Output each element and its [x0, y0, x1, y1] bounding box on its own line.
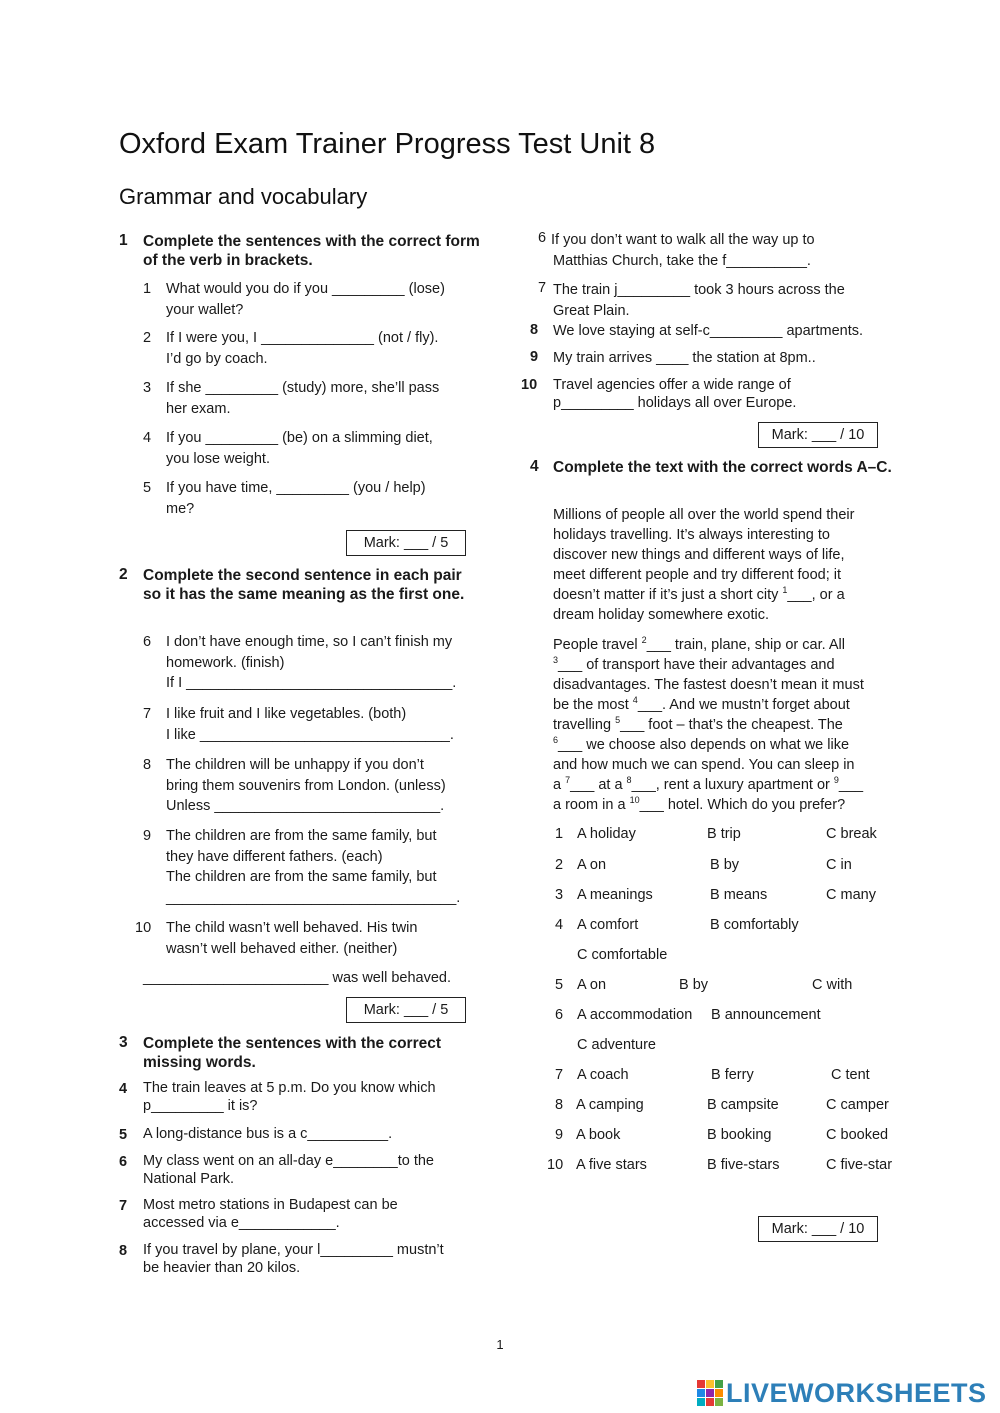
option-a: A five stars [576, 1157, 647, 1173]
q2-mark-box: Mark: ___ / 5 [346, 997, 466, 1023]
option-b: B by [679, 977, 709, 993]
q3-item-number: 9 [530, 349, 539, 365]
q2-item-number: 10 [135, 920, 152, 936]
q3-item-number: 8 [119, 1243, 128, 1259]
option-c: C booked [826, 1127, 889, 1143]
liveworksheets-wordmark: LIVEWORKSHEETS [726, 1377, 987, 1408]
q2-item-number: 6 [143, 634, 152, 650]
q2-number: 2 [119, 566, 128, 583]
option-number: 6 [555, 1007, 564, 1023]
option-b: B ferry [711, 1067, 754, 1083]
option-a: A coach [577, 1067, 629, 1083]
option-a: A holiday [577, 826, 636, 842]
q1-item-text: If you _________ (be) on a slimming diet, you lose weight. [166, 430, 433, 467]
q3-item-number: 6 [119, 1154, 128, 1170]
q2-answer-line: _______________________ was well behaved. [143, 970, 451, 986]
option-number: 5 [555, 977, 564, 993]
q2-item-text: I don’t have enough time, so I can’t finish my homework. (finish) If I _________________________________. [166, 634, 457, 691]
option-b: B by [710, 857, 740, 873]
q2-item-text: The children will be unhappy if you don’t bring them souvenirs from London. (unless) Unless ____________________________. [166, 757, 446, 814]
q1-number: 1 [119, 232, 128, 249]
option-number: 10 [547, 1157, 564, 1173]
q3-heading: Complete the sentences with the correct missing words. [143, 1035, 442, 1071]
q4-paragraph-2: People travel $^2$___ train, plane, ship or car. All $^3$___ of transport have their advantages and disadvantages. The fastest doesn’t mean it must be the most $^4$___. And we mustn’t forget about travelling $^5$___ foot – that’s the cheapest. The $^6$___ we choose also depends on what we like and how much we can spend. You can sleep in a $^7$___ at a $^8$___, rent a luxury apartment or $^9$___ a room in a $^{10}$___ hotel. Which do you prefer? [553, 635, 864, 813]
q3-item-text: My train arrives ____ the station at 8pm.. [553, 350, 816, 366]
option-number: 9 [555, 1127, 564, 1143]
q3-item-text: My class went on an all-day e________to the National Park. [143, 1153, 434, 1187]
q3-item-number: 7 [538, 280, 547, 296]
q3-item-number: 6 [538, 230, 547, 246]
q2-heading: Complete the second sentence in each pair so it has the same meaning as the first one. [143, 567, 465, 603]
option-b: B announcement [711, 1007, 821, 1023]
option-a: A on [577, 977, 607, 993]
page-title: Oxford Exam Trainer Progress Test Unit 8 [119, 128, 656, 160]
q2-item-text: I like fruit and I like vegetables. (both) I like _______________________________. [166, 706, 454, 743]
page-number: 1 [496, 1337, 504, 1352]
q1-item-text: If she _________ (study) more, she’ll pass her exam. [166, 380, 440, 417]
option-c: C many [826, 887, 876, 903]
option-c: C camper [826, 1097, 889, 1113]
option-c: C in [826, 857, 852, 873]
option-a: A meanings [577, 887, 653, 903]
q1-item-number: 1 [143, 281, 152, 297]
option-b: B trip [707, 826, 741, 842]
q1-item-number: 2 [143, 330, 152, 346]
option-number: 8 [555, 1097, 564, 1113]
option-number: 2 [555, 857, 564, 873]
q1-item-number: 3 [143, 380, 152, 396]
option-c: C tent [831, 1067, 870, 1083]
q3-number: 3 [119, 1034, 128, 1051]
q1-item-number: 5 [143, 480, 152, 496]
option-number: 1 [555, 826, 564, 842]
q3-item-text: A long-distance bus is a c__________. [143, 1126, 393, 1142]
q4-paragraph-1: Millions of people all over the world spend their holidays travelling. It’s always interesting to discover new things and different ways of life, meet different people and try different food; it doesn’t matter if it’s just a short city $^1$___, or a dream holiday somewhere exotic. [553, 507, 855, 623]
option-c: C with [812, 977, 853, 993]
q2-item-number: 7 [143, 706, 152, 722]
q3-item-number: 7 [119, 1198, 128, 1214]
q1-item-text: If I were you, I ______________ (not / fly). I’d go by coach. [166, 330, 439, 367]
option-a: A accommodation [577, 1007, 693, 1023]
q1-mark-box: Mark: ___ / 5 [346, 530, 466, 556]
q1-item-text: If you have time, _________ (you / help) me? [166, 480, 426, 517]
option-a: A comfort [577, 917, 639, 933]
q3-item-number: 8 [530, 322, 539, 338]
option-number: 4 [555, 917, 564, 933]
q3-item-text: If you don’t want to walk all the way up to Matthias Church, take the f__________. [551, 232, 815, 269]
option-b: B booking [707, 1127, 772, 1143]
option-b: B comfortably [710, 917, 799, 933]
option-number: 3 [555, 887, 564, 903]
q3-item-text: The train j_________ took 3 hours across the Great Plain. [553, 282, 845, 319]
q3-item-text: Travel agencies offer a wide range of p_________ holidays all over Europe. [553, 377, 797, 411]
q3-item-text: Most metro stations in Budapest can be accessed via e____________. [143, 1197, 398, 1231]
q3-item-text: If you travel by plane, your l_________ mustn’t be heavier than 20 kilos. [143, 1242, 444, 1276]
section-subtitle: Grammar and vocabulary [119, 184, 368, 209]
liveworksheets-grid-icon [697, 1380, 723, 1406]
option-a: A on [577, 857, 607, 873]
option-a: A camping [576, 1097, 644, 1113]
q2-item-text: The children are from the same family, but they have different fathers. (each) The children are from the same family, but ____________________________________. [166, 828, 461, 906]
q1-item-text: What would you do if you _________ (lose) your wallet? [166, 281, 445, 318]
option-c: C adventure [577, 1037, 656, 1053]
q2-item-number: 9 [143, 828, 152, 844]
q3-item-number: 4 [119, 1081, 128, 1097]
q2-item-number: 8 [143, 757, 152, 773]
option-b: B campsite [707, 1097, 779, 1113]
option-c: C five-star [826, 1157, 893, 1173]
q2-item-text: The child wasn’t well behaved. His twin wasn’t well behaved either. (neither) [166, 920, 418, 957]
option-b: B five-stars [707, 1157, 780, 1173]
q1-item-number: 4 [143, 430, 152, 446]
liveworksheets-logo[interactable] [697, 1377, 987, 1409]
q1-heading: Complete the sentences with the correct form of the verb in brackets. [143, 233, 480, 269]
q3-item-number: 5 [119, 1127, 128, 1143]
q4-mark-box: Mark: ___ / 10 [758, 1216, 878, 1242]
q3-item-number: 10 [521, 377, 538, 393]
q4-heading: Complete the text with the correct words A–C. [553, 459, 892, 476]
q3-item-text: The train leaves at 5 p.m. Do you know which p_________ it is? [143, 1080, 436, 1114]
option-a: A book [576, 1127, 621, 1143]
q3-mark-box: Mark: ___ / 10 [758, 422, 878, 448]
q3-item-text: We love staying at self-c_________ apartments. [553, 323, 864, 339]
option-number: 7 [555, 1067, 564, 1083]
option-c: C break [826, 826, 877, 842]
option-b: B means [710, 887, 768, 903]
option-c: C comfortable [577, 947, 668, 963]
q4-number: 4 [530, 458, 539, 475]
